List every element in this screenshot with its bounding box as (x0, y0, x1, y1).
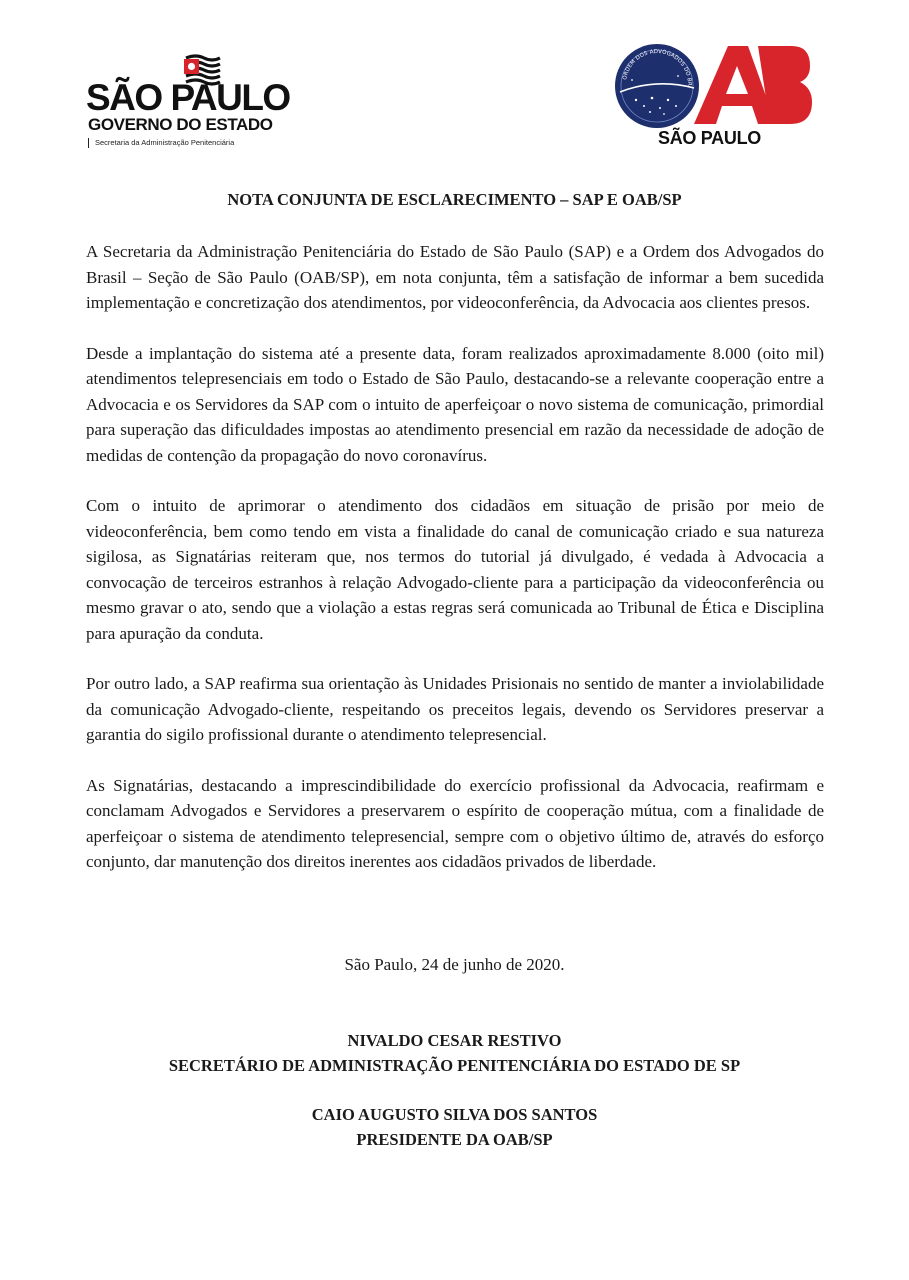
paragraph: Desde a implantação do sistema até a presente data, foram realizados aproximadamente 8.000 (oito mil) atendimentos telepresenciais em todo o Estado de São Paulo, destacando-se a relevante cooperação entre a Advocacia e os Servidores da SAP com o intuito de aperfeiçoar o novo sistema de comunicação, primordial para superação das dificuldades impostas ao atendimento presencial em razão da necessidade de adoção de medidas de contenção da propagação do novo coronavírus. (86, 343, 824, 465)
oab-logo (606, 40, 816, 155)
paragraph: Por outro lado, a SAP reafirma sua orientação às Unidades Prisionais no sentido de manter a inviolabilidade da comunicação Advogado-cliente, respeitando os preceitos legais, devendo os Servidores preservar a garantia do sigilo profissional durante o atendimento telepresencial. (86, 674, 824, 744)
sp-logo-department: Secretaria da Administração Penitenciária (88, 138, 234, 148)
signatory-block (0, 1103, 909, 1152)
page-title: NOTA CONJUNTA DE ESCLARECIMENTO – SAP E OAB/SP (227, 190, 682, 209)
oab-logo-subtitle: SÃO PAULO (658, 128, 761, 148)
paragraph: As Signatárias, destacando a imprescindibilidade do exercício profissional da Advocacia, reafirmam e conclamam Advogados e Servidores a preservarem o espírito de cooperação mútua, com a finalidade de aperfeiçoar o sistema de atendimento telepresencial, sempre com o objetivo último de, através do esforço conjunto, dar manutenção dos direitos inerentes aos cidadãos privados de liberdade. (86, 775, 824, 871)
sp-logo-subtitle: GOVERNO DO ESTADO (88, 115, 273, 134)
signatory-name: NIVALDO CESAR RESTIVO (347, 1031, 562, 1050)
sao-paulo-government-logo (86, 50, 326, 150)
signatory-role: SECRETÁRIO DE ADMINISTRAÇÃO PENITENCIÁRIA DO ESTADO DE SP (168, 1055, 741, 1075)
signatory-block (0, 1029, 909, 1078)
paragraph: Com o intuito de aprimorar o atendimento dos cidadãos em situação de prisão por meio de videoconferência, bem como tendo em vista a finalidade do canal de comunicação criado e sua natureza sigilosa, as Signatárias reiteram que, nos termos do tutorial já divulgado, é vedada à Advocacia a convocação de terceiros estranhos à relação Advogado-cliente para a participação da videoconferência ou mesmo gravar o ato, sendo que a violação a estas regras será comunicada ao Tribunal de Ética e Disciplina para apuração da conduta. (86, 496, 824, 643)
sp-logo-title: SÃO PAULO (86, 77, 290, 118)
date-line: São Paulo, 24 de junho de 2020. (344, 955, 565, 974)
document-body (86, 239, 824, 900)
oab-emblem-icon (606, 40, 812, 128)
oab-ring-text: ORDEM DOS ADVOGADOS DO BR (622, 48, 693, 86)
signatory-role: PRESIDENTE DA OAB/SP (356, 1129, 553, 1149)
paragraph: A Secretaria da Administração Penitenciária do Estado de São Paulo (SAP) e a Ordem dos Advogados do Brasil – Seção de São Paulo (OAB/SP), em nota conjunta, têm a satisfação de informar a bem sucedida implementação e concretização dos atendimentos, por videoconferência, da Advocacia aos clientes presos. (86, 242, 824, 312)
signatory-name: CAIO AUGUSTO SILVA DOS SANTOS (311, 1105, 598, 1124)
